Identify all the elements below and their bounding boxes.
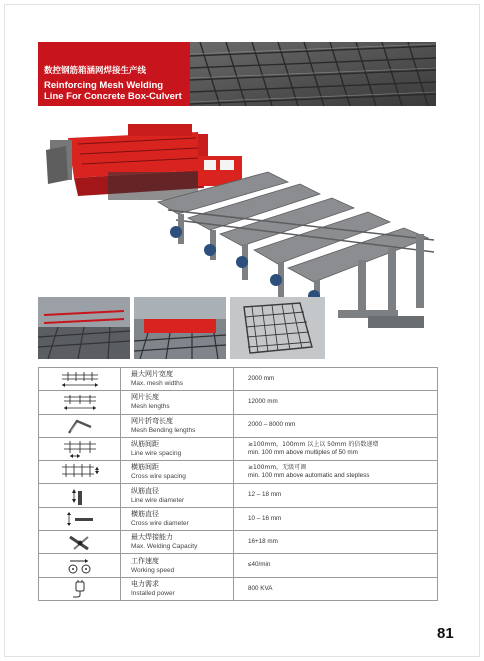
spec-value: 12000 mm bbox=[248, 398, 278, 406]
table-row bbox=[39, 577, 438, 600]
row-label-cell bbox=[121, 368, 234, 391]
row-label-cell bbox=[121, 461, 234, 484]
spec-label-zh: 网片长度 bbox=[131, 393, 159, 402]
page-number: 81 bbox=[437, 625, 454, 642]
row-icon-cell bbox=[39, 577, 121, 600]
spec-label-zh: 纵筋直径 bbox=[131, 486, 159, 495]
photo-bent-mesh-cage bbox=[230, 297, 325, 359]
spec-value: ≤40/min bbox=[248, 561, 271, 569]
row-label-cell bbox=[121, 577, 234, 600]
mesh-bending-icon bbox=[67, 417, 93, 435]
spec-label-zh: 电力需求 bbox=[131, 579, 159, 588]
spec-label-en: Installed power bbox=[131, 589, 175, 597]
mesh-length-icon bbox=[62, 394, 98, 410]
table-row bbox=[39, 368, 438, 391]
spec-label-en: Working speed bbox=[131, 566, 175, 574]
spec-label-zh: 横筋直径 bbox=[131, 509, 159, 518]
table-row bbox=[39, 437, 438, 460]
row-icon-cell bbox=[39, 484, 121, 507]
conveyor-frames bbox=[158, 172, 428, 282]
title-en-line2: Line For Concrete Box-Culvert bbox=[44, 91, 182, 102]
spec-value: 2000 mm bbox=[248, 374, 275, 382]
row-label-cell bbox=[121, 484, 234, 507]
table-row bbox=[39, 391, 438, 414]
table-row bbox=[39, 484, 438, 507]
row-icon-cell bbox=[39, 461, 121, 484]
cross-wire-spacing-icon bbox=[60, 463, 100, 481]
spec-value: 16+18 mm bbox=[248, 537, 278, 545]
row-value-cell bbox=[234, 507, 438, 530]
specification-table bbox=[38, 367, 438, 601]
spec-label-zh: 网片折弯长度 bbox=[131, 416, 173, 425]
row-label-cell bbox=[121, 554, 234, 577]
working-speed-icon bbox=[66, 557, 94, 575]
table-row bbox=[39, 531, 438, 554]
spec-value: ≥100mm，无级可调 bbox=[248, 463, 307, 471]
spec-value: 2000 – 8000 mm bbox=[248, 421, 296, 429]
row-label-cell bbox=[121, 507, 234, 530]
table-row bbox=[39, 461, 438, 484]
row-label-cell bbox=[121, 437, 234, 460]
row-icon-cell bbox=[39, 437, 121, 460]
row-icon-cell bbox=[39, 391, 121, 414]
spec-label-zh: 最大焊接能力 bbox=[131, 533, 173, 542]
photo-welding-line bbox=[134, 297, 226, 359]
table-row bbox=[39, 507, 438, 530]
spec-label-en: Mesh lengths bbox=[131, 403, 170, 411]
row-icon-cell bbox=[39, 507, 121, 530]
row-label-cell bbox=[121, 391, 234, 414]
row-value-cell bbox=[234, 484, 438, 507]
row-value-cell bbox=[234, 368, 438, 391]
welding-capacity-icon bbox=[68, 533, 92, 551]
spec-label-en: Mesh Bending lengths bbox=[131, 426, 196, 434]
row-value-cell bbox=[234, 531, 438, 554]
spec-value: 800 KVA bbox=[248, 584, 273, 592]
header-banner bbox=[38, 42, 436, 106]
spec-label-zh: 纵筋间距 bbox=[131, 440, 159, 449]
row-icon-cell bbox=[39, 554, 121, 577]
table-row bbox=[39, 414, 438, 437]
spec-label-en: Max. mesh widths bbox=[131, 380, 184, 388]
spec-label-en: Cross wire spacing bbox=[131, 473, 186, 481]
banner-title bbox=[44, 66, 194, 103]
photo-welding-head bbox=[38, 297, 130, 359]
spec-value: 12 – 18 mm bbox=[248, 491, 282, 499]
row-value-cell bbox=[234, 554, 438, 577]
cross-wire-diameter-icon bbox=[65, 511, 95, 527]
table-row bbox=[39, 554, 438, 577]
line-wire-diameter-icon bbox=[70, 487, 90, 505]
row-value-cell bbox=[234, 414, 438, 437]
title-zh: 数控钢筋箱涵网焊接生产线 bbox=[44, 66, 147, 76]
row-label-cell bbox=[121, 414, 234, 437]
row-icon-cell bbox=[39, 414, 121, 437]
banner-mesh-photo bbox=[190, 42, 436, 106]
power-plug-icon bbox=[71, 580, 89, 598]
line-wire-spacing-icon bbox=[62, 440, 98, 458]
row-icon-cell bbox=[39, 368, 121, 391]
spec-value: ≥100mm，100mm 以上以 50mm 的倍数递增 bbox=[248, 440, 379, 448]
spec-label-en: Max. Welding Capacity bbox=[131, 543, 198, 551]
row-value-cell bbox=[234, 437, 438, 460]
spec-value-line2: min. 100 mm above multiples of 50 mm bbox=[248, 449, 358, 457]
spec-label-zh: 横筋间距 bbox=[131, 463, 159, 472]
mesh-width-icon bbox=[60, 371, 100, 387]
spec-label-en: Line wire diameter bbox=[131, 496, 185, 504]
row-value-cell bbox=[234, 577, 438, 600]
row-value-cell bbox=[234, 391, 438, 414]
spec-label-en: Line wire spacing bbox=[131, 450, 182, 458]
row-value-cell bbox=[234, 461, 438, 484]
spec-label-en: Cross wire diameter bbox=[131, 519, 189, 527]
spec-label-zh: 最大网片宽度 bbox=[131, 370, 173, 379]
spec-value-line2: min. 100 mm above automatic and stepless bbox=[248, 472, 370, 480]
spec-value: 10 – 16 mm bbox=[248, 514, 282, 522]
row-icon-cell bbox=[39, 531, 121, 554]
row-label-cell bbox=[121, 531, 234, 554]
title-en-line1: Reinforcing Mesh Welding bbox=[44, 79, 164, 91]
spec-label-zh: 工作速度 bbox=[131, 556, 159, 565]
